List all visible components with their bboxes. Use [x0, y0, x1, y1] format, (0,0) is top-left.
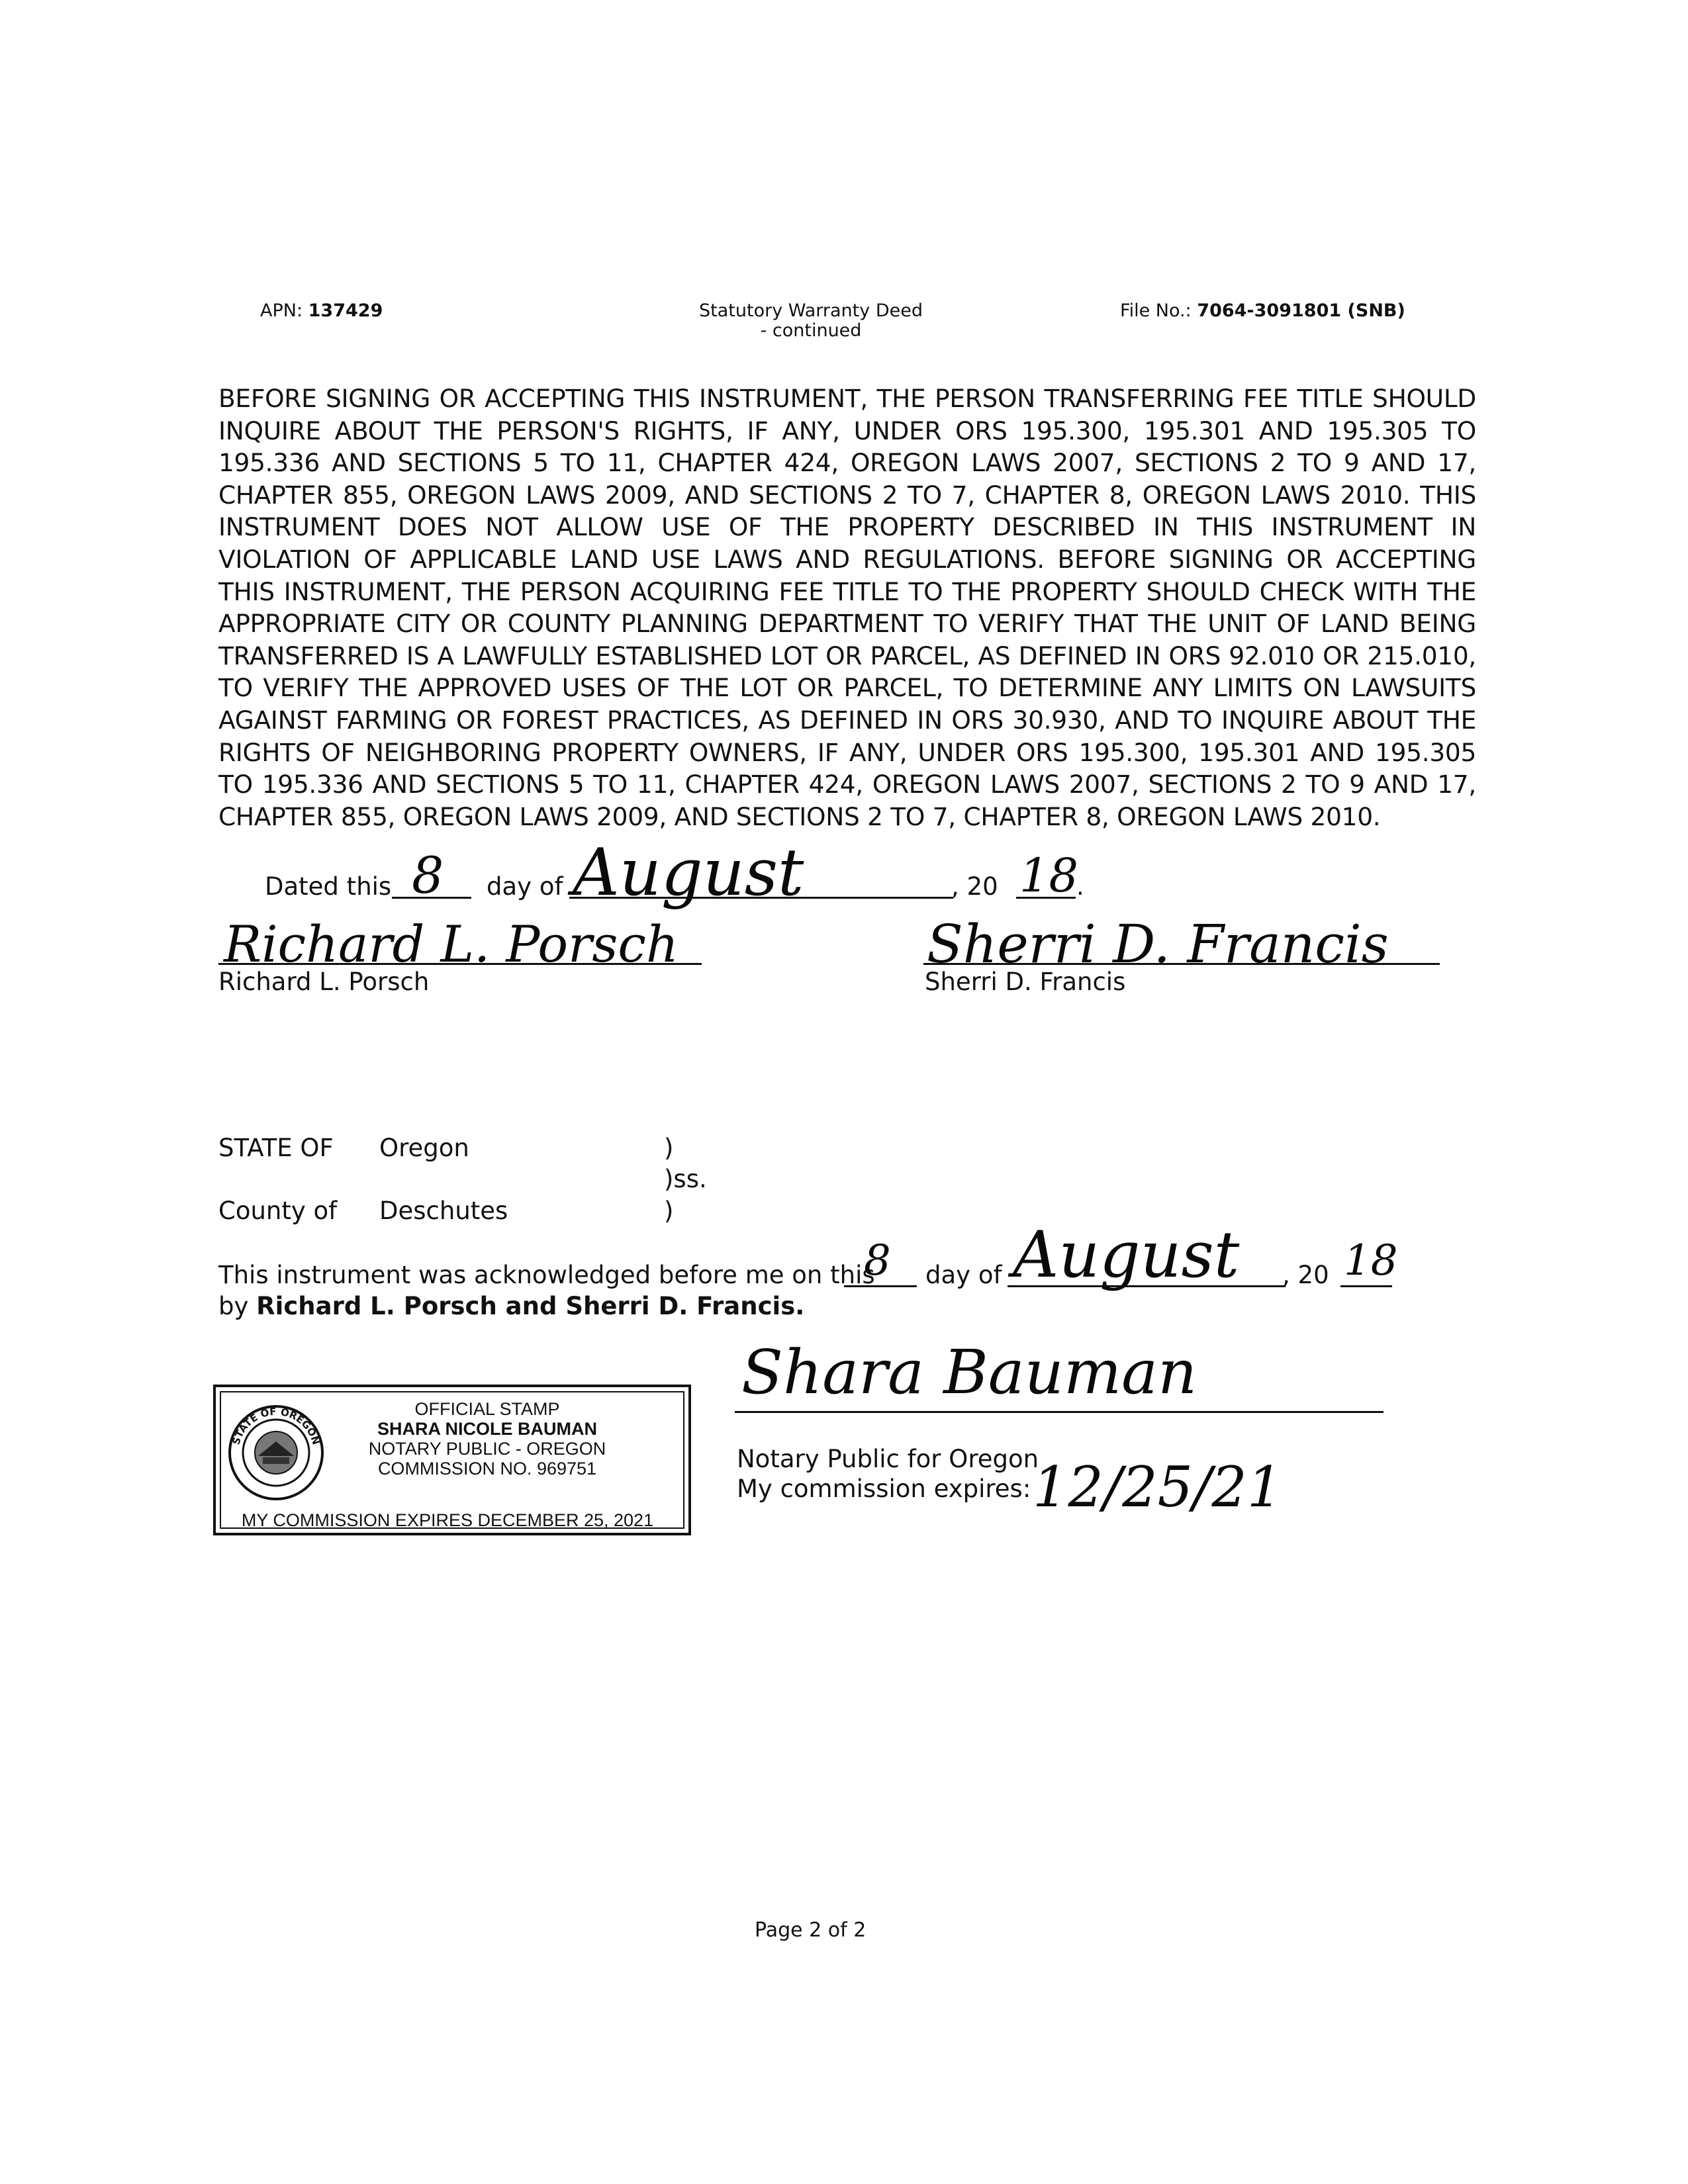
- disclaimer-line: TRANSFERRED IS A LAWFULLY ESTABLISHED LOT OR PARCEL, AS DEFINED IN ORS 92.010 OR 215.010,: [218, 641, 1476, 670]
- venue-ss: )ss.: [664, 1165, 707, 1193]
- ack-year-prefix: , 20: [1282, 1261, 1329, 1289]
- disclaimer-line: INSTRUMENT DOES NOT ALLOW USE OF THE PROPERTY DESCRIBED IN THIS INSTRUMENT IN: [218, 512, 1476, 542]
- apn-label: APN:: [260, 300, 303, 321]
- state-value: Oregon: [379, 1134, 469, 1162]
- dated-prefix: Dated this: [265, 872, 392, 901]
- disclaimer-line: THIS INSTRUMENT, THE PERSON ACQUIRING FEE TITLE TO THE PROPERTY SHOULD CHECK WITH THE: [218, 576, 1476, 606]
- commission-expires-handwritten: 12/25/21: [1033, 1455, 1283, 1520]
- stamp-line-3: NOTARY PUBLIC - OREGON: [368, 1439, 606, 1459]
- ack-day-line: [844, 1285, 917, 1287]
- ack-by-label: by: [218, 1292, 249, 1320]
- apn-value: 137429: [308, 300, 383, 321]
- venue-paren-top: ): [664, 1134, 674, 1162]
- file-number: [1120, 301, 1405, 321]
- disclaimer-line: BEFORE SIGNING OR ACCEPTING THIS INSTRUMENT, THE PERSON TRANSFERRING FEE TITLE SHOULD: [218, 384, 1476, 413]
- dated-year-prefix: , 20: [951, 872, 998, 901]
- grantor-2-name: Sherri D. Francis: [925, 968, 1126, 996]
- doc-subtitle: - continued: [760, 320, 862, 341]
- state-seal-icon: [226, 1403, 326, 1502]
- notary-title: Notary Public for Oregon: [737, 1445, 1039, 1473]
- ack-by-names: Richard L. Porsch and Sherri D. Francis.: [256, 1292, 805, 1320]
- state-label: STATE OF: [218, 1134, 334, 1162]
- land-use-disclaimer: [218, 383, 1476, 833]
- stamp-line-1: OFFICIAL STAMP: [414, 1399, 560, 1419]
- stamp-line-2: SHARA NICOLE BAUMAN: [377, 1419, 597, 1439]
- doc-title-block: [695, 301, 927, 341]
- disclaimer-line: AGAINST FARMING OR FOREST PRACTICES, AS DEFINED IN ORS 30.930, AND TO INQUIRE ABOUT THE: [218, 705, 1476, 735]
- dated-period: .: [1076, 872, 1084, 901]
- grantor-name: Richard L. Porsch: [218, 968, 430, 996]
- county-value: Deschutes: [379, 1197, 508, 1225]
- disclaimer-line: RIGHTS OF NEIGHBORING PROPERTY OWNERS, IF ANY, UNDER ORS 195.300, 195.301 AND 195.305: [218, 737, 1476, 767]
- dated-month-handwritten: August: [573, 835, 804, 911]
- ack-year-handwritten: 18: [1344, 1236, 1398, 1285]
- grantor-2-signature: Sherri D. Francis: [927, 913, 1389, 975]
- ack-day-of: day of: [925, 1261, 1002, 1289]
- disclaimer-line: TO 195.336 AND SECTIONS 5 TO 11, CHAPTER 424, OREGON LAWS 2007, SECTIONS 2 TO 9 AND 17,: [218, 770, 1476, 799]
- seal-text: STATE OF OREGON: [230, 1405, 322, 1447]
- grantor-2-signature-line: [923, 963, 1440, 965]
- ack-month-handwritten: August: [1013, 1218, 1240, 1292]
- apn: [260, 301, 383, 321]
- ack-year-line: [1340, 1285, 1392, 1287]
- grantor-signature-line: [218, 963, 702, 965]
- grantor-signature: Richard L. Porsch: [224, 915, 679, 974]
- venue-paren-bottom: ): [664, 1197, 674, 1225]
- doc-title: Statutory Warranty Deed: [699, 300, 923, 321]
- ack-prefix: This instrument was acknowledged before me on this: [218, 1261, 875, 1289]
- page-number: Page 2 of 2: [755, 1919, 867, 1942]
- disclaimer-line: CHAPTER 855, OREGON LAWS 2009, AND SECTIONS 2 TO 7, CHAPTER 8, OREGON LAWS 2010. THIS: [218, 480, 1476, 510]
- disclaimer-line: 195.336 AND SECTIONS 5 TO 11, CHAPTER 424, OREGON LAWS 2007, SECTIONS 2 TO 9 AND 17,: [218, 448, 1476, 478]
- notary-stamp: [213, 1385, 691, 1535]
- dated-day-handwritten: 8: [412, 846, 444, 905]
- ack-by: [218, 1292, 804, 1321]
- file-value: 7064-3091801 (SNB): [1197, 300, 1405, 321]
- dated-year-handwritten: 18: [1019, 848, 1079, 903]
- ack-day-handwritten: 8: [864, 1236, 891, 1285]
- commission-label: My commission expires:: [737, 1475, 1031, 1503]
- notary-signature-line: [735, 1411, 1383, 1413]
- disclaimer-line: INQUIRE ABOUT THE PERSON'S RIGHTS, IF ANY, UNDER ORS 195.300, 195.301 AND 195.305 TO: [218, 416, 1476, 445]
- stamp-line-5: MY COMMISSION EXPIRES DECEMBER 25, 2021: [241, 1510, 654, 1530]
- dated-day-of: day of: [487, 872, 563, 901]
- disclaimer-line: TO VERIFY THE APPROVED USES OF THE LOT OR PARCEL, TO DETERMINE ANY LIMITS ON LAWSUITS: [218, 673, 1476, 703]
- notary-signature: Shara Bauman: [741, 1337, 1197, 1408]
- stamp-line-4: COMMISSION NO. 969751: [377, 1459, 597, 1479]
- disclaimer-line: CHAPTER 855, OREGON LAWS 2009, AND SECTIONS 2 TO 7, CHAPTER 8, OREGON LAWS 2010.: [218, 801, 1381, 831]
- disclaimer-line: VIOLATION OF APPLICABLE LAND USE LAWS AND REGULATIONS. BEFORE SIGNING OR ACCEPTING: [218, 544, 1476, 574]
- disclaimer-line: APPROPRIATE CITY OR COUNTY PLANNING DEPARTMENT TO VERIFY THAT THE UNIT OF LAND BEING: [218, 609, 1476, 639]
- county-label: County of: [218, 1197, 338, 1225]
- file-label: File No.:: [1120, 300, 1192, 321]
